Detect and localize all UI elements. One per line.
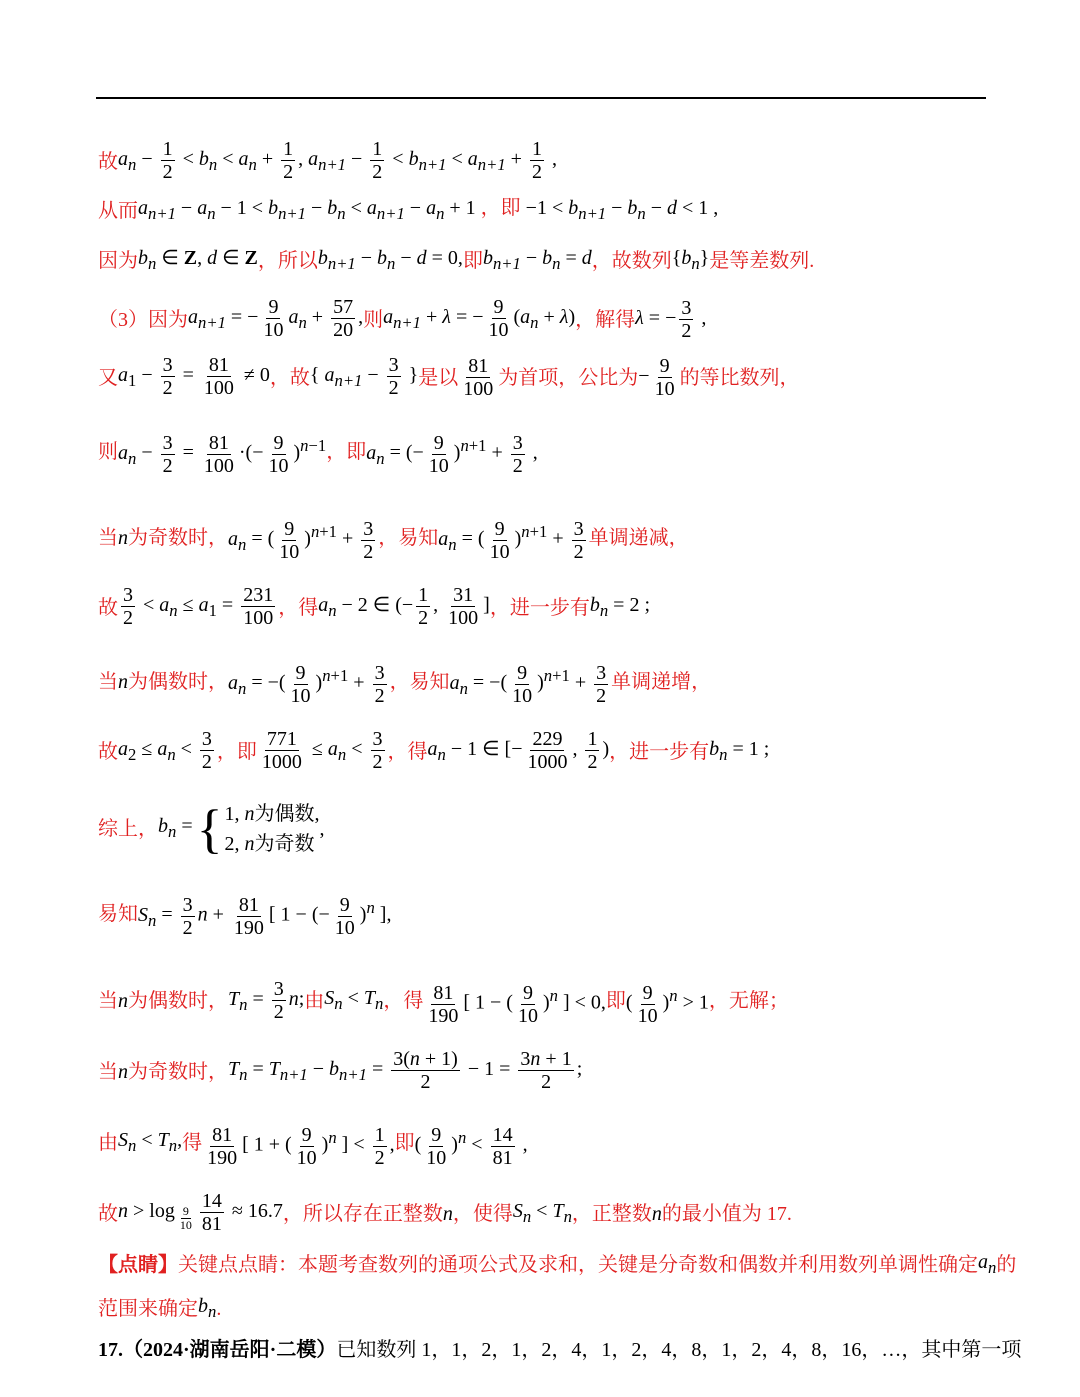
- line-14: 当 n 为奇数时， $T_n = T_{n+1} - b_{n+1}$ = $\frac{3(n + 1)}{2}$ − 1 = $\frac{3n + 1}{2}$ ;: [98, 1048, 583, 1093]
- line-11: 综上， $b_n$ = { 1, n为偶数, 2, n为奇数 ,: [98, 799, 325, 859]
- line-19: 17. （2024·湖南岳阳·二模） 已知数列 1，1，2，1，2，4，1，2，4，8，1，2，4，8，16，…，其中第一项: [98, 1339, 1022, 1361]
- line-10: 故 $a_2 \le a_n$ < $\frac{3}{2}$ ，即 $\frac{771}{1000}$ ≤ $a_n$ < $\frac{3}{2}$ ，得 $a_n - 1$ ∈ [− $\frac{229}{1000}$ , $\frac{1}{2}$ ) ，进一步有 $b_n = 1$ ;: [98, 728, 770, 773]
- line-7: 当 n 为奇数时， $a_n$ = ( $\frac{9}{10}$ )$^{n+1}$ + $\frac{3}{2}$ ，易知 $a_n$ = ( $\frac{9}{10}$ )$^{n+1}$ + $\frac{3}{2}$ 单调递减，: [98, 517, 689, 563]
- line-8: 故 $\frac{3}{2}$ < $a_n \le a_1$ = $\frac{231}{100}$ ，得 $a_n - 2$ ∈ (− $\frac{1}{2}$ , $\frac{31}{100}$ ] ，进一步有 $b_n = 2$ ;: [98, 584, 651, 629]
- piecewise-cases: { 1, n为偶数, 2, n为奇数 ,: [196, 799, 325, 859]
- line-1: 故 $a_n$ − $\frac{1}{2}$ < $b_n < a_n$ + $\frac{1}{2}$ , $a_{n+1}$ − $\frac{1}{2}$ < $b_{n+1} < a_{n+1}$ + $\frac{1}{2}$ ,: [98, 138, 557, 183]
- line-6: 则 $a_n$ − $\frac{3}{2}$ = $\frac{81}{100}$ ·(− $\frac{9}{10}$ )$^{n-1}$ ，即 $a_n$ = (− $\frac{9}{10}$ )$^{n+1}$ + $\frac{3}{2}$ ,: [98, 431, 538, 477]
- line-13: 当 n 为偶数时， $T_n$ = $\frac{3}{2}$ n; 由 $S_n < T_n$ ，得 $\frac{81}{190}$ [ 1 − ( $\frac{9}{10}$ )$^n$ ] < 0, 即 ( $\frac{9}{10}$ )$^n$ > 1 ，无解；: [98, 977, 789, 1027]
- line-17: 【点睛】 关键点点睛：本题考查数列的通项公式及求和，关键是分奇数和偶数并利用数列单调性确定 $a_n$ 的: [98, 1251, 1017, 1277]
- line-2: 从而 $a_{n+1} - a_n - 1 < b_{n+1} - b_n < a_{n+1} - a_n + 1$ ，即 $-1 < b_{n+1} - b_n - d < 1$ ,: [98, 197, 719, 223]
- line-12: 易知 $S_n$ = $\frac{3}{2}$ n + $\frac{81}{190}$ [ 1 − (− $\frac{9}{10}$ )$^n$ ],: [98, 893, 392, 939]
- line-18: 范围来确定 $b_n$ .: [98, 1295, 222, 1321]
- line-9: 当 n 为偶数时， $a_n$ = −( $\frac{9}{10}$ )$^{n+1}$ + $\frac{3}{2}$ ，易知 $a_n$ = −( $\frac{9}{10}$ )$^{n+1}$ + $\frac{3}{2}$ 单调递增，: [98, 661, 712, 707]
- line-4: （3）因为 $a_{n+1}$ = − $\frac{9}{10}$ $a_n$ + $\frac{57}{20}$ , 则 $a_{n+1} + \lambda$ = − $\frac{9}{10}$ $(a_n + \lambda)$ ，解得 λ = − $\frac{3}{2}$ ,: [98, 296, 707, 343]
- line-3: 因为 $b_n$ ∈ Z, d ∈ Z ，所以 $b_{n+1} - b_n - d = 0$, 即 $b_{n+1} - b_n = d$ ，故数列 $\{b_n\}$ 是等差数列.: [98, 247, 815, 273]
- line-16: 故 n > log $_{\frac{9}{10}}$ $\frac{14}{81}$ ≈ 16.7 ，所以存在正整数 n ，使得 $S_n < T_n$ ，正整数 n 的最小值为 17.: [98, 1190, 792, 1235]
- line-5: 又 $a_1$ − $\frac{3}{2}$ = $\frac{81}{100}$ ≠ 0 ，故 { $a_{n+1}$ − $\frac{3}{2}$ } 是以 $\frac{81}{100}$ 为首项，公比为 − $\frac{9}{10}$ 的等比数列，: [98, 354, 800, 401]
- line-15: 由 $S_n < T_n$, 得 $\frac{81}{190}$ [ 1 + ( $\frac{9}{10}$ )$^n$ ] < $\frac{1}{2}$ , 即 ( $\frac{9}{10}$ )$^n$ < $\frac{14}{81}$ ,: [98, 1123, 528, 1169]
- header-rule: [96, 97, 986, 99]
